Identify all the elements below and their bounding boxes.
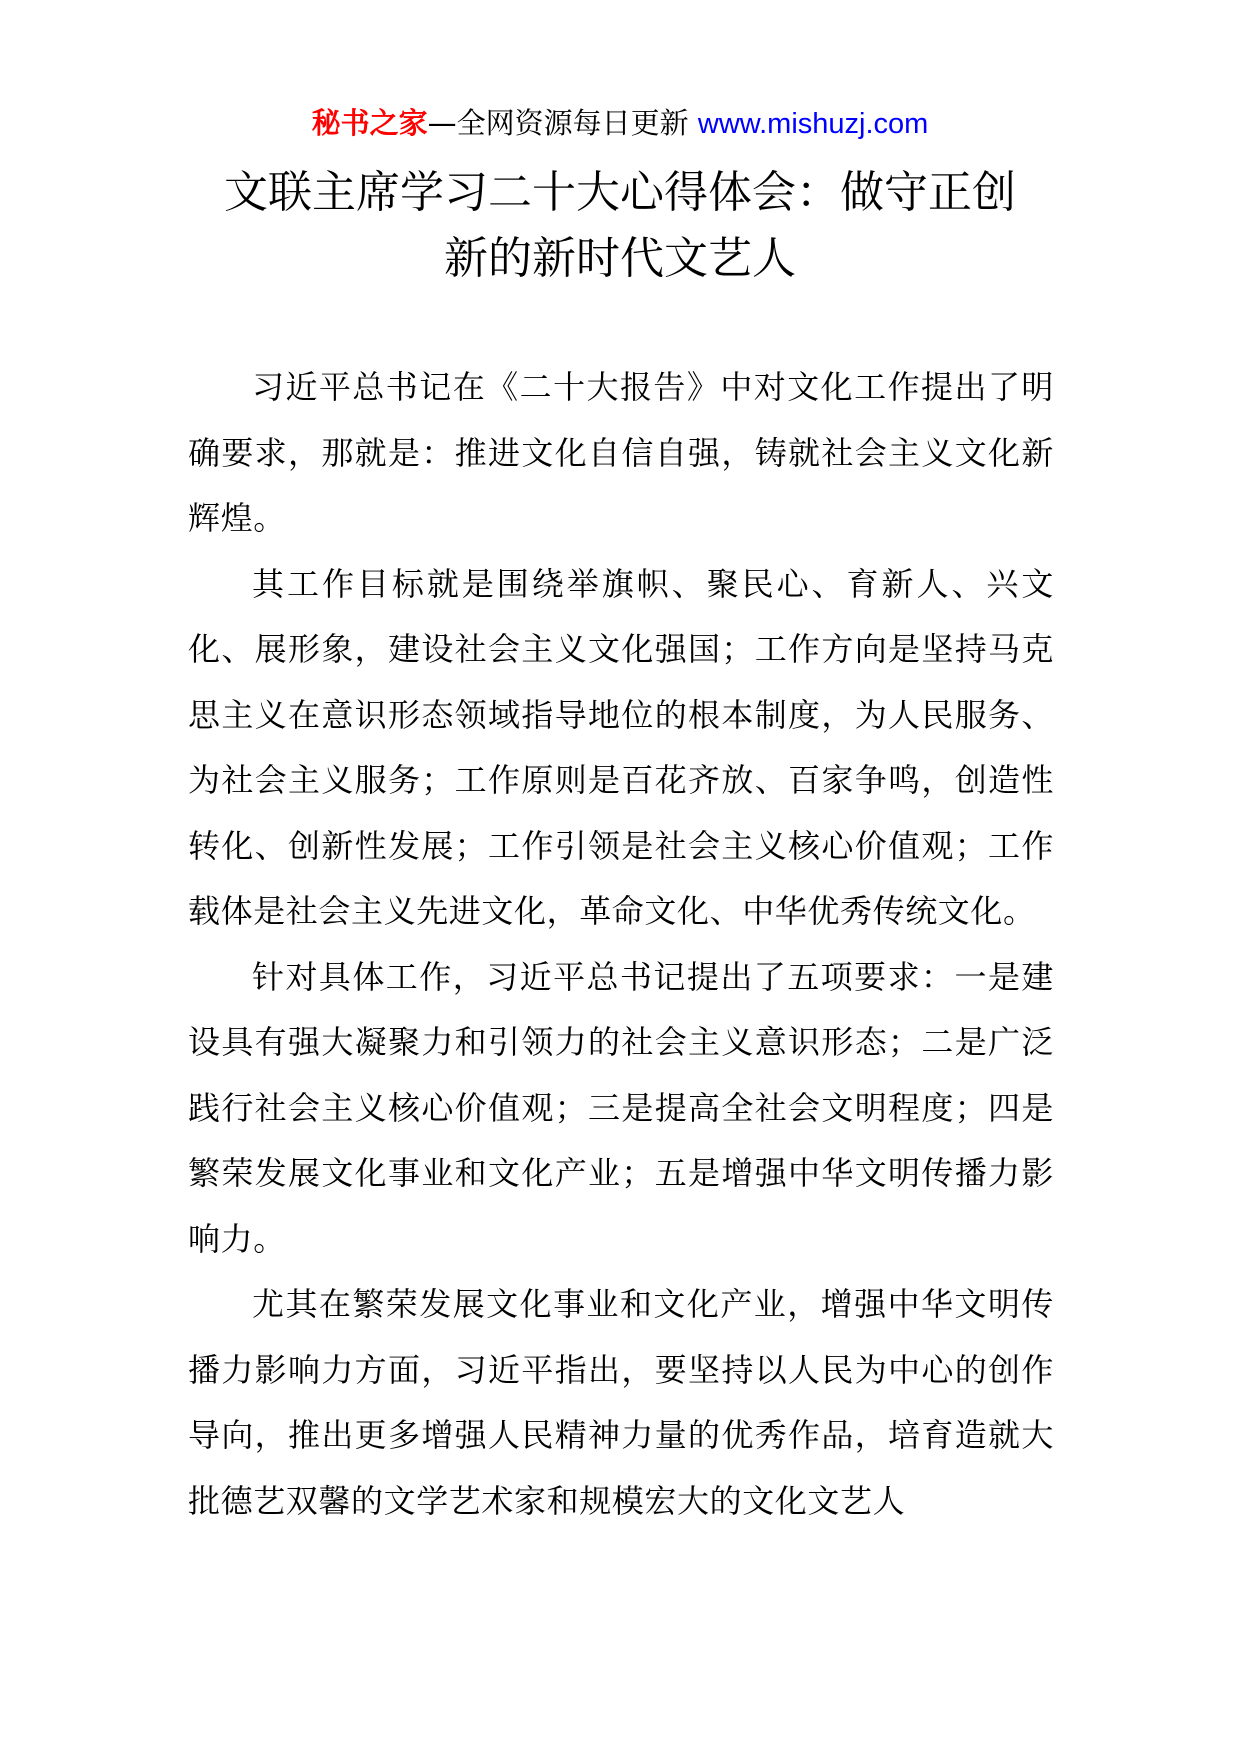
site-name: 秘书之家 bbox=[311, 106, 428, 140]
site-header bbox=[0, 100, 1240, 147]
document-title bbox=[190, 160, 1050, 292]
site-url-link[interactable]: www.mishuzj.com bbox=[697, 108, 929, 140]
document-title-line-2: 新的新时代文艺人 bbox=[444, 233, 796, 284]
body-paragraph-2: 其工作目标就是围绕举旗帜、聚民心、育新人、兴文化、展形象，建设社会主义文化强国；工作方向是坚持马克思主义在意识形态领域指导地位的根本制度，为人民服务、为社会主义服务；工作原则是百花齐放、百家争鸣，创造性转化、创新性发展；工作引领是社会主义核心价值观；工作载体是社会主义先进文化，革命文化、中华优秀传统文化。 bbox=[188, 564, 1054, 930]
site-tagline: —全网资源每日更新 bbox=[427, 106, 698, 140]
body-paragraph-3: 针对具体工作，习近平总书记提出了五项要求：一是建设具有强大凝聚力和引领力的社会主义意识形态；二是广泛践行社会主义核心价值观；三是提高全社会文明程度；四是繁荣发展文化事业和文化产业；五是增强中华文明传播力影响力。 bbox=[188, 957, 1054, 1258]
document-title-line-1: 文联主席学习二十大心得体会：做守正创 bbox=[224, 167, 1016, 218]
body-paragraph-1: 习近平总书记在《二十大报告》中对文化工作提出了明确要求，那就是：推进文化自信自强，铸就社会主义文化新辉煌。 bbox=[188, 368, 1054, 537]
document-body bbox=[188, 355, 1054, 1534]
body-paragraph-4: 尤其在繁荣发展文化事业和文化产业，增强中华文明传播力影响力方面，习近平指出，要坚持以人民为中心的创作导向，推出更多增强人民精神力量的优秀作品，培育造就大批德艺双馨的文学艺术家和规模宏大的文化文艺人 bbox=[188, 1285, 1054, 1520]
